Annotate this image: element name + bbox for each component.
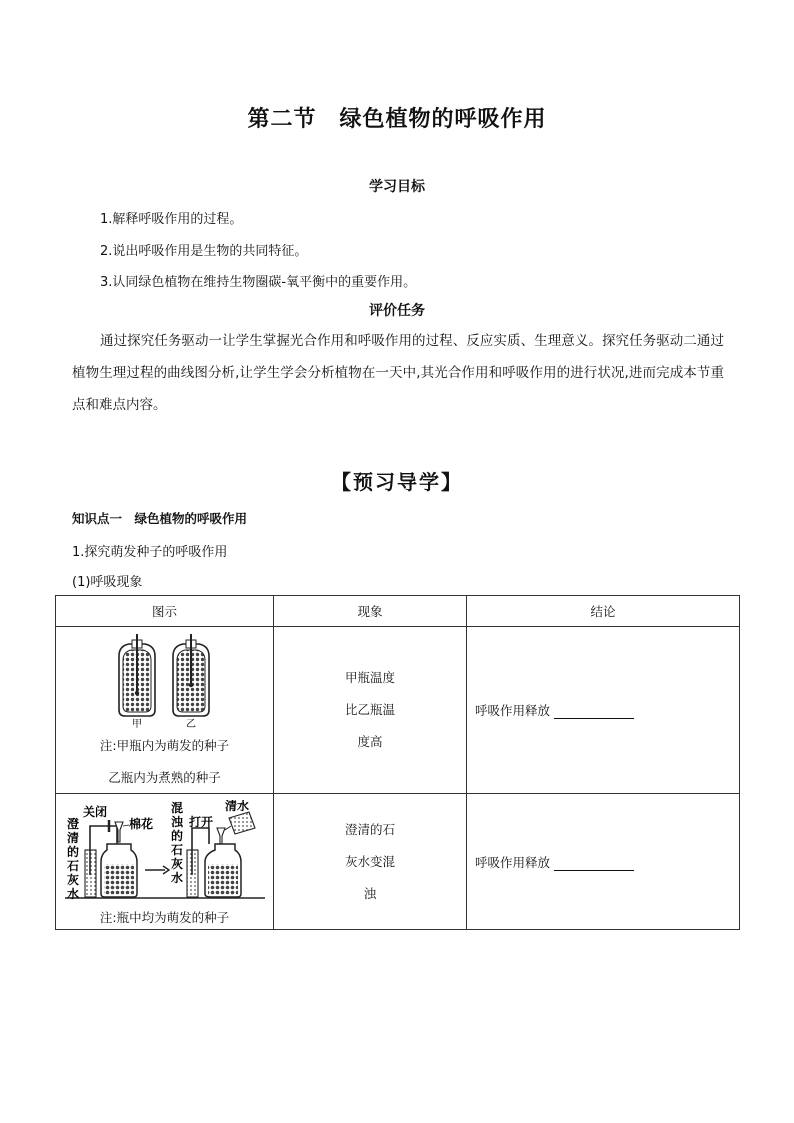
label-yi: 乙 <box>185 719 196 728</box>
label-cotton: 棉花 <box>128 816 153 831</box>
phenomenon-cell-1 <box>274 627 467 794</box>
label-clear-limewater: 澄清的石灰水 <box>66 816 79 901</box>
objective-2: 2.说出呼吸作用是生物的共同特征。 <box>100 244 308 259</box>
table-row <box>56 627 740 794</box>
objective-3: 3.认同绿色植物在维持生物圈碳-氧平衡中的重要作用。 <box>100 275 417 290</box>
label-turbid-limewater: 混浊的石灰水 <box>170 800 183 885</box>
tasks-heading: 评价任务 <box>369 303 425 319</box>
figure-note-1a: 注:甲瓶内为萌发的种子 <box>99 738 230 753</box>
label-closed: 关闭 <box>82 804 107 819</box>
header-figure: 图示 <box>56 596 274 627</box>
flask-yi <box>173 634 209 716</box>
thermos-flasks-figure <box>105 632 225 728</box>
header-phenomenon: 现象 <box>274 596 467 627</box>
phenomenon-line: 甲瓶温度 <box>344 670 395 685</box>
answer-blank[interactable] <box>554 858 634 871</box>
phenomenon-cell-2 <box>274 794 467 930</box>
conclusion-cell-1 <box>467 627 740 794</box>
conclusion-cell-2 <box>467 794 740 930</box>
label-jia: 甲 <box>131 719 142 728</box>
table-header-row <box>56 596 740 627</box>
phenomenon-line: 度高 <box>357 734 383 749</box>
flask-jia <box>119 634 155 716</box>
figure-note-2: 注:瓶中均为萌发的种子 <box>99 909 230 925</box>
sub-heading-2: (1)呼吸现象 <box>72 575 143 590</box>
respiration-table <box>55 595 740 930</box>
phenomenon-line: 灰水变混 <box>344 853 395 869</box>
phenomenon-line: 比乙瓶温 <box>344 702 395 717</box>
phenomenon-line: 浊 <box>363 885 377 901</box>
objectives-heading: 学习目标 <box>369 179 425 195</box>
conclusion-text: 呼吸作用释放 <box>475 854 551 870</box>
figure-note-1b: 乙瓶内为煮熟的种子 <box>108 770 221 785</box>
sub-heading-1: 1.探究萌发种子的呼吸作用 <box>72 545 228 560</box>
table-row <box>56 794 740 930</box>
phenomenon-line: 澄清的石 <box>344 821 395 837</box>
tasks-paragraph: 通过探究任务驱动一让学生掌握光合作用和呼吸作用的过程、反应实质、生理意义。探究任务驱动二通过植物生理过程的曲线图分析,让学生学会分析植物在一天中,其光合作用和呼吸作用的进行状况,进而完成本节重点和难点内容。 <box>72 333 724 413</box>
page-title: 第二节 绿色植物的呼吸作用 <box>247 106 547 132</box>
figure-cell-1 <box>56 627 274 794</box>
label-open: 打开 <box>188 814 213 829</box>
figure-cell-2 <box>56 794 274 930</box>
header-conclusion: 结论 <box>467 596 740 627</box>
objective-1: 1.解释呼吸作用的过程。 <box>100 212 243 227</box>
preview-heading: 【预习导学】 <box>331 470 463 494</box>
knowledge-point-title: 知识点一 绿色植物的呼吸作用 <box>72 511 248 526</box>
conclusion-text: 呼吸作用释放 <box>475 703 551 718</box>
answer-blank[interactable] <box>554 706 634 719</box>
limewater-experiment-figure <box>65 800 265 904</box>
label-clear-water: 清水 <box>224 799 249 813</box>
